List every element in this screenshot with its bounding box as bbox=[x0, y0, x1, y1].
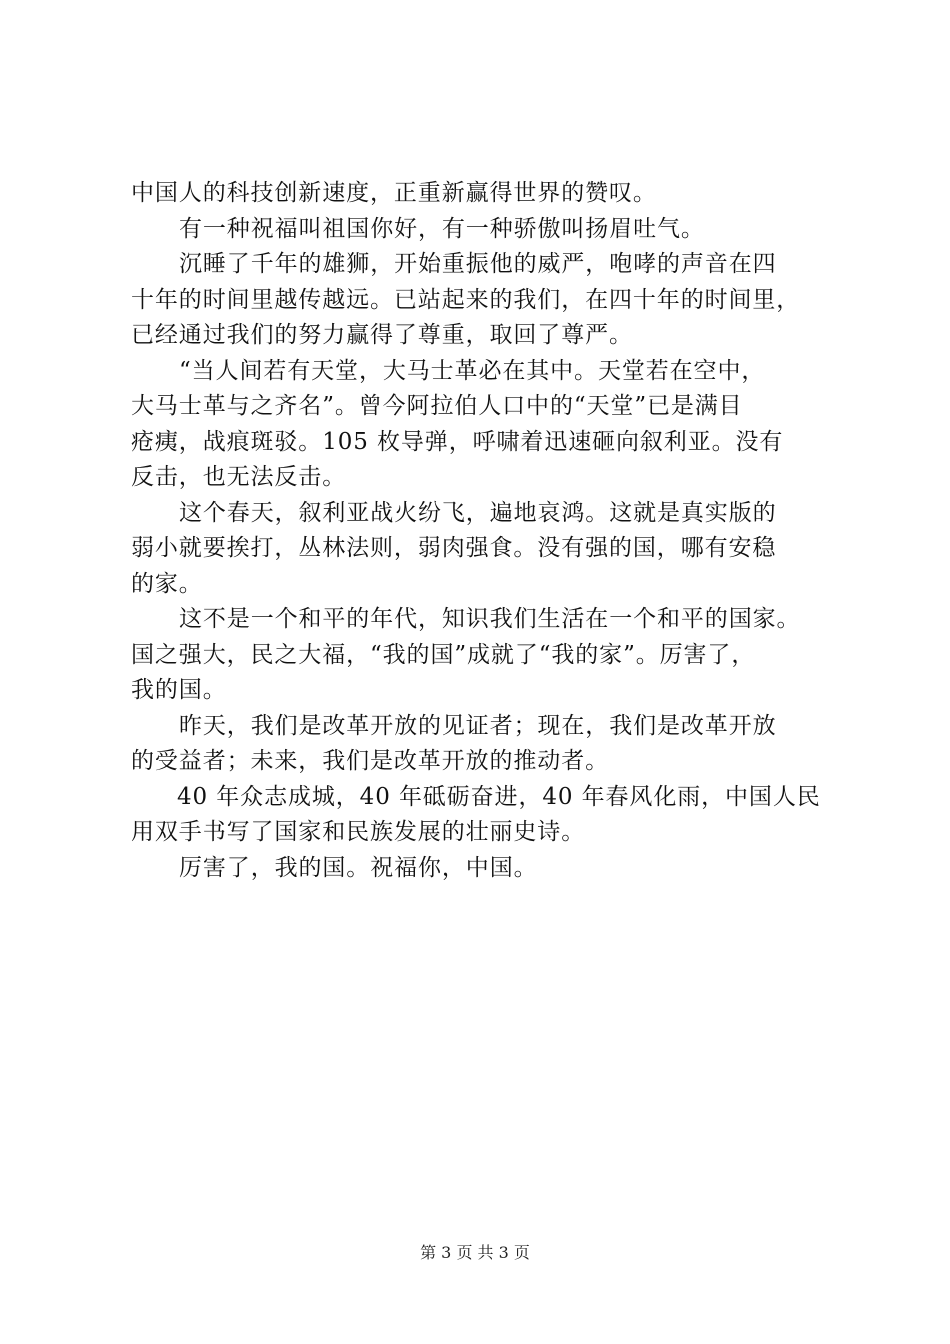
page-number-label: 第 3 页 共 3 页 bbox=[420, 1243, 530, 1262]
document-body bbox=[131, 176, 831, 886]
text-line: 我的国。 bbox=[131, 677, 227, 703]
text-line: 反击，也无法反击。 bbox=[131, 464, 347, 490]
text-line: 厉害了，我的国。祝福你，中国。 bbox=[179, 854, 538, 881]
text-line: 大马士革与之齐名”。曾今阿拉伯人口中的“天堂”已是满目 bbox=[131, 393, 743, 419]
text-line: 十年的时间里越传越远。已站起来的我们，在四十年的时间里， bbox=[131, 286, 801, 313]
text-line: 疮痍，战痕斑驳。105 枚导弹，呼啸着迅速砸向叙利亚。没有 bbox=[131, 428, 784, 455]
text-line: 有一种祝福叫祖国你好，有一种骄傲叫扬眉吐气。 bbox=[179, 215, 705, 242]
text-line: 已经通过我们的努力赢得了尊重，取回了尊严。 bbox=[131, 322, 633, 348]
text-line: 的受益者；未来，我们是改革开放的推动者。 bbox=[131, 748, 609, 774]
text-line: 40 年众志成城，40 年砥砺奋进，40 年春风化雨，中国人民 bbox=[177, 783, 821, 810]
text-line: 用双手书写了国家和民族发展的壮丽史诗。 bbox=[131, 819, 586, 845]
text-line: “当人间若有天堂，大马士革必在其中。天堂若在空中， bbox=[179, 357, 766, 384]
text-line: 弱小就要挨打，丛林法则，弱肉强食。没有强的国，哪有安稳 bbox=[131, 535, 777, 561]
text-line: 中国人的科技创新速度，正重新赢得世界的赞叹。 bbox=[131, 180, 657, 206]
text-line: 这不是一个和平的年代，知识我们生活在一个和平的国家。 bbox=[179, 606, 801, 632]
page-footer bbox=[0, 1243, 950, 1263]
text-line: 沉睡了千年的雄狮，开始重振他的威严，咆哮的声音在四 bbox=[179, 251, 777, 277]
text-line: 国之强大，民之大福，“我的国”成就了“我的家”。厉害了， bbox=[131, 641, 756, 668]
text-line: 昨天，我们是改革开放的见证者；现在，我们是改革开放 bbox=[179, 712, 777, 739]
text-line: 这个春天，叙利亚战火纷飞，遍地哀鸿。这就是真实版的 bbox=[179, 499, 777, 526]
text-line: 的家。 bbox=[131, 570, 203, 597]
